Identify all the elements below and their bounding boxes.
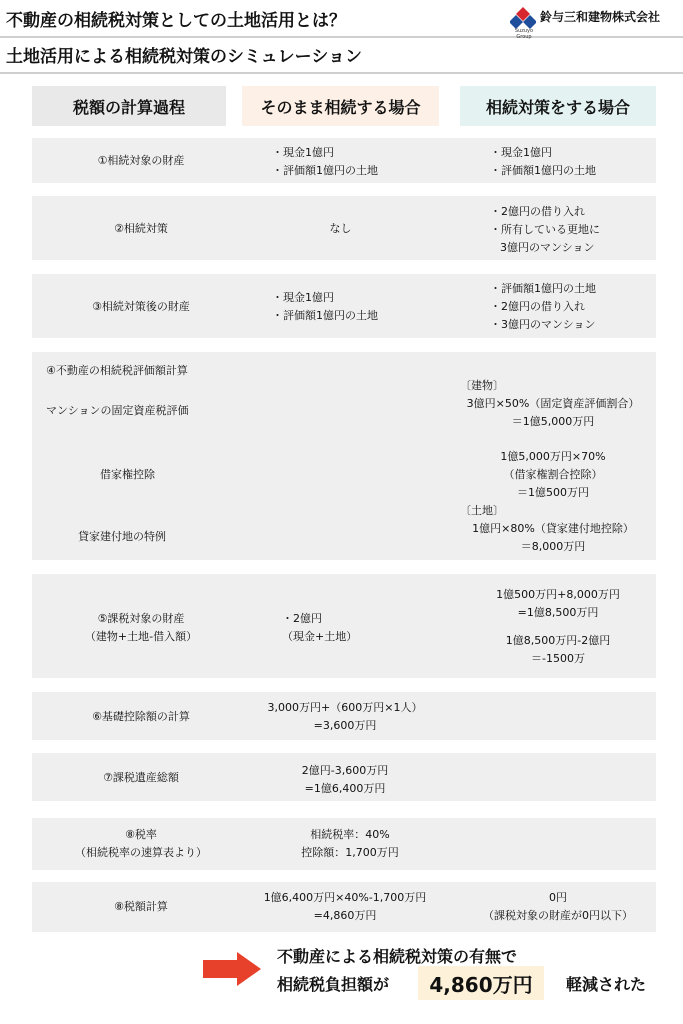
row4-sub-rental-land: 貸家建付地の特例 (78, 530, 166, 543)
divider (0, 72, 683, 74)
conclusion-line-2-suffix: 軽減された (566, 975, 647, 994)
row1-with-measure: ・現金1億円 ・評価額1億円の土地 (490, 146, 596, 177)
row-label-after-measure: ③相続対策後の財産 (92, 300, 190, 313)
row4-sub-lease-deduction: 借家権控除 (100, 468, 155, 481)
conclusion-line-1: 不動産による相続税対策の有無で (277, 947, 518, 966)
row4-building-calc: 〔建物〕 3億円×50%（固定資産評価割合） ＝1億5,000万円 (460, 379, 640, 428)
row4-land-calc: 〔土地〕 1億円×80%（貸家建付地控除） ＝8,000万円 (460, 504, 634, 553)
row9-no-measure: 1億6,400万円×40%-1,700万円 =4,860万円 (263, 891, 427, 922)
column-header-no-measure: そのまま相続する場合 (242, 86, 439, 126)
row4-lease-calc: 1億5,000万円×70% （借家権割合控除） ＝1億500万円 (500, 450, 606, 499)
row-label-taxable: ⑤課税対象の財産 （建物+土地-借入額） (84, 612, 198, 643)
column-header-process: 税額の計算過程 (32, 86, 226, 126)
row-label-assets: ①相続対象の財産 (97, 154, 185, 167)
row7-no-measure: 2億円-3,600万円 =1億6,400万円 (301, 764, 389, 795)
conclusion-line-2-prefix: 相続税負担額が (277, 975, 390, 994)
logo-subtext: Suzuyo Group (514, 28, 534, 40)
row3-no-measure: ・現金1億円 ・評価額1億円の土地 (272, 291, 378, 322)
row8-no-measure: 相続税率：40% 控除額：1,700万円 (301, 828, 399, 859)
row2-no-measure: なし (329, 222, 352, 235)
row-label-valuation: ④不動産の相続税評価額計算 (46, 364, 188, 377)
reduction-amount: 4,860万円 (429, 972, 533, 997)
company-logo (510, 4, 680, 40)
page-subtitle: 土地活用による相続税対策のシミュレーション (6, 47, 362, 67)
row-label-tax-rate: ⑧税率 （相続税率の速算表より） (75, 828, 207, 859)
page-title: 不動産の相続税対策としての土地活用とは？ (6, 11, 346, 31)
row-label-tax-calc: ⑧税額計算 (114, 900, 168, 913)
row-label-measure: ②相続対策 (114, 222, 168, 235)
row1-no-measure: ・現金1億円 ・評価額1億円の土地 (272, 146, 378, 177)
row2-with-measure: ・2億円の借り入れ ・所有している更地に 3億円のマンション (490, 205, 600, 254)
row-label-basic-deduction: ⑥基礎控除額の計算 (92, 710, 190, 723)
column-header-with-measure: 相続対策をする場合 (460, 86, 656, 126)
row5-with-measure-sum: 1億500万円+8,000万円 =1億8,500万円 (496, 588, 620, 619)
arrow-right-icon (203, 952, 261, 986)
row9-with-measure: 0円 （課税対象の財産が0円以下） (483, 891, 633, 922)
row5-no-measure: ・2億円 （現金+土地） (282, 612, 358, 643)
company-name: 鈴与三和建物株式会社 (540, 10, 661, 24)
row4-sub-fixed-asset: マンションの固定資産税評価 (46, 404, 189, 417)
row6-no-measure: 3,000万円+（600万円×1人） =3,600万円 (267, 701, 423, 732)
row-label-taxable-estate: ⑦課税遺産総額 (103, 771, 179, 784)
divider (0, 36, 683, 38)
row3-with-measure: ・評価額1億円の土地 ・2億円の借り入れ ・3億円のマンション (490, 282, 596, 331)
row5-with-measure-net: 1億8,500万円-2億円 ＝-1500万 (505, 634, 611, 665)
